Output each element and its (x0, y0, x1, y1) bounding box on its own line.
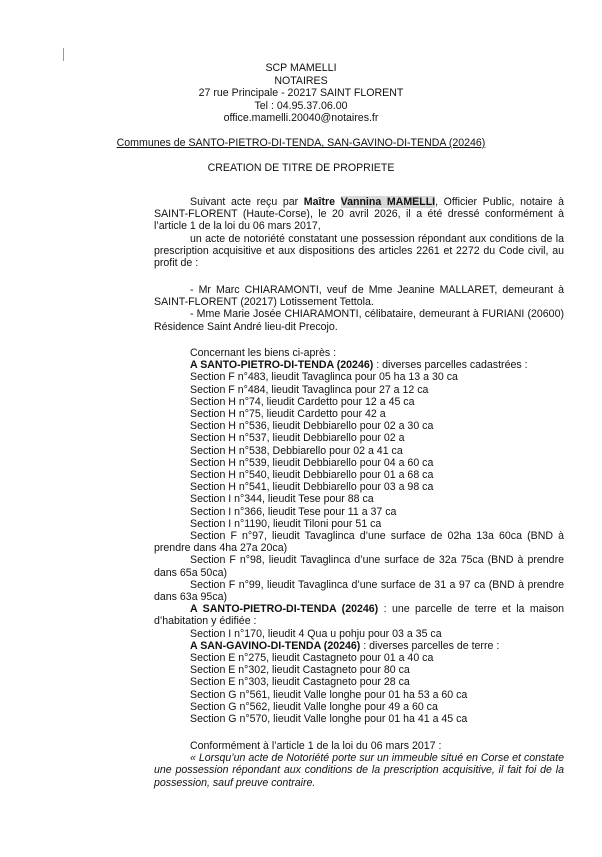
group3-commune: A SAN-GAVINO-DI-TENDA (20246) (190, 639, 361, 652)
parcel-line: Section F n°484, lieudit Tavaglinca pour 27 a 12 ca (190, 383, 429, 396)
parcel-line: Section G n°561, lieudit Valle longhe pour 01 ha 53 a 60 ca (190, 688, 468, 701)
parcel-line: Section H n°539, lieudit Debbiarello pour 04 a 60 ca (190, 456, 434, 469)
firm-address: 27 rue Principale - 20217 SAINT FLORENT (198, 87, 404, 100)
communes-heading: Communes de SANTO-PIETRO-DI-TENDA, SAN-GAVINO-DI-TENDA (20246) (116, 137, 486, 149)
parcel-line: Section H n°537, lieudit Debbiarello pour 02 a (190, 432, 405, 445)
parcel-line: Section H n°75, lieudit Cardetto pour 42 a (190, 408, 386, 421)
parcel-line: Section I n°170, lieudit 4 Qua u pohju pour 03 a 35 ca (190, 627, 442, 640)
group2-heading (154, 603, 564, 627)
notary-name: Vannina MAMELLI (340, 196, 436, 208)
beneficiary-1: - Mr Marc CHIARAMONTI, veuf de Mme Jeanine MALLARET, demeurant à SAINT-FLORENT (20217) Lotissement Tettola. (154, 284, 564, 309)
letterhead (0, 62, 602, 125)
conclusion-quote: « Lorsqu’un acte de Notoriété porte sur un immeuble situé en Corse et constate une possession répondant aux conditions de la prescription acquisitive, il fait foi de la possession, sauf preuve contraire. (154, 752, 564, 789)
group2-commune: A SANTO-PIETRO-DI-TENDA (20246) (190, 603, 379, 616)
parcel-wrapped-line: Section F n°99, lieudit Tavaglinca d’une surface de 31 a 97 ca (BND à prendre dans 63a 95ca) (154, 578, 564, 604)
parcel-wrapped-line: Section F n°97, lieudit Tavaglinca d’une surface de 02ha 13a 60ca (BND à prendre dans 4ha 27a 20ca) (154, 530, 564, 555)
parcel-line: Section H n°74, lieudit Cardetto pour 12 a 45 ca (190, 395, 415, 408)
parcel-line: Section G n°570, lieudit Valle longhe pour 01 ha 41 a 45 ca (190, 713, 468, 726)
parcel-line: Section G n°562, lieudit Valle longhe pour 49 a 60 ca (190, 700, 438, 713)
firm-name: SCP MAMELLI (265, 62, 337, 74)
properties-section (154, 347, 564, 725)
biens-intro: Concernant les biens ci-après : (190, 347, 337, 359)
group2-description: : une parcelle de terre et la maison d’habitation y édifiée : (154, 603, 565, 628)
intro-paragraph-2: un acte de notoriété constatant une possession répondant aux conditions de la prescription acquisitive et aux dispositions des articles 2261 et 2272 du Code civil, au profit de : (154, 232, 564, 270)
conclusion-section (154, 740, 564, 789)
group1-heading (154, 359, 564, 371)
group3-description: : diverses parcelles de terre : (360, 639, 500, 652)
group1-description: : diverses parcelles cadastrées : (373, 359, 528, 372)
conclusion-intro: Conformément à l’article 1 de la loi du 06 mars 2017 : (190, 740, 442, 752)
intro-section (154, 196, 564, 269)
parcel-line: Section I n°366, lieudit Tese pour 11 a 37 ca (190, 505, 397, 518)
parcel-line: Section H n°536, lieudit Debbiarello pour 02 a 30 ca (190, 420, 434, 433)
document-title: CREATION DE TITRE DE PROPRIETE (207, 162, 395, 174)
parcel-line: Section H n°541, lieudit Debbiarello pour 03 a 98 ca (190, 481, 434, 494)
parcel-line: Section H n°540, lieudit Debbiarello pour 01 a 68 ca (190, 469, 434, 482)
intro-rest: , Officier Public, notaire à SAINT-FLORENT (Haute-Corse), le 20 avril 2026, il a été dressé conformément à l’article 1 de la loi du 06 mars 2017, (154, 196, 564, 233)
parcel-line: Section I n°1190, lieudit Tiloni pour 51 ca (190, 517, 382, 530)
parcel-line: Section E n°275, lieudit Castagneto pour 01 a 40 ca (190, 652, 434, 665)
text-cursor-mark (63, 48, 64, 61)
parcel-line: Section E n°303, lieudit Castagneto pour 28 ca (190, 676, 410, 689)
parcel-line: Section F n°483, lieudit Tavaglinca pour 05 ha 13 a 30 ca (190, 371, 458, 384)
parcel-line: Section E n°302, lieudit Castagneto pour 80 ca (190, 664, 410, 677)
intro-prefix: Suivant acte reçu par (190, 196, 304, 208)
group3-heading (154, 640, 564, 652)
beneficiary-2: - Mme Marie Josée CHIARAMONTI, célibataire, demeurant à FURIANI (20600) Résidence Saint André lieu-dit Precojo. (154, 308, 564, 333)
firm-phone: Tel : 04.95.37.06.00 (254, 99, 348, 112)
intro-paragraph-1 (154, 196, 564, 233)
firm-role: NOTAIRES (274, 74, 328, 87)
firm-email: office.mamelli.20040@notaires.fr (223, 112, 379, 125)
beneficiaries-section (154, 284, 564, 333)
parcel-line: Section I n°344, lieudit Tese pour 88 ca (190, 493, 374, 506)
parcel-wrapped-line: Section F n°98, lieudit Tavaglinca d’une surface de 32a 75ca (BND à prendre dans 65a 50ca) (154, 554, 564, 579)
parcel-line: Section H n°538, Debbiarello pour 02 a 41 ca (190, 444, 403, 457)
group1-commune: A SANTO-PIETRO-DI-TENDA (20246) (190, 359, 374, 372)
maitre-title: Maître (303, 196, 335, 208)
